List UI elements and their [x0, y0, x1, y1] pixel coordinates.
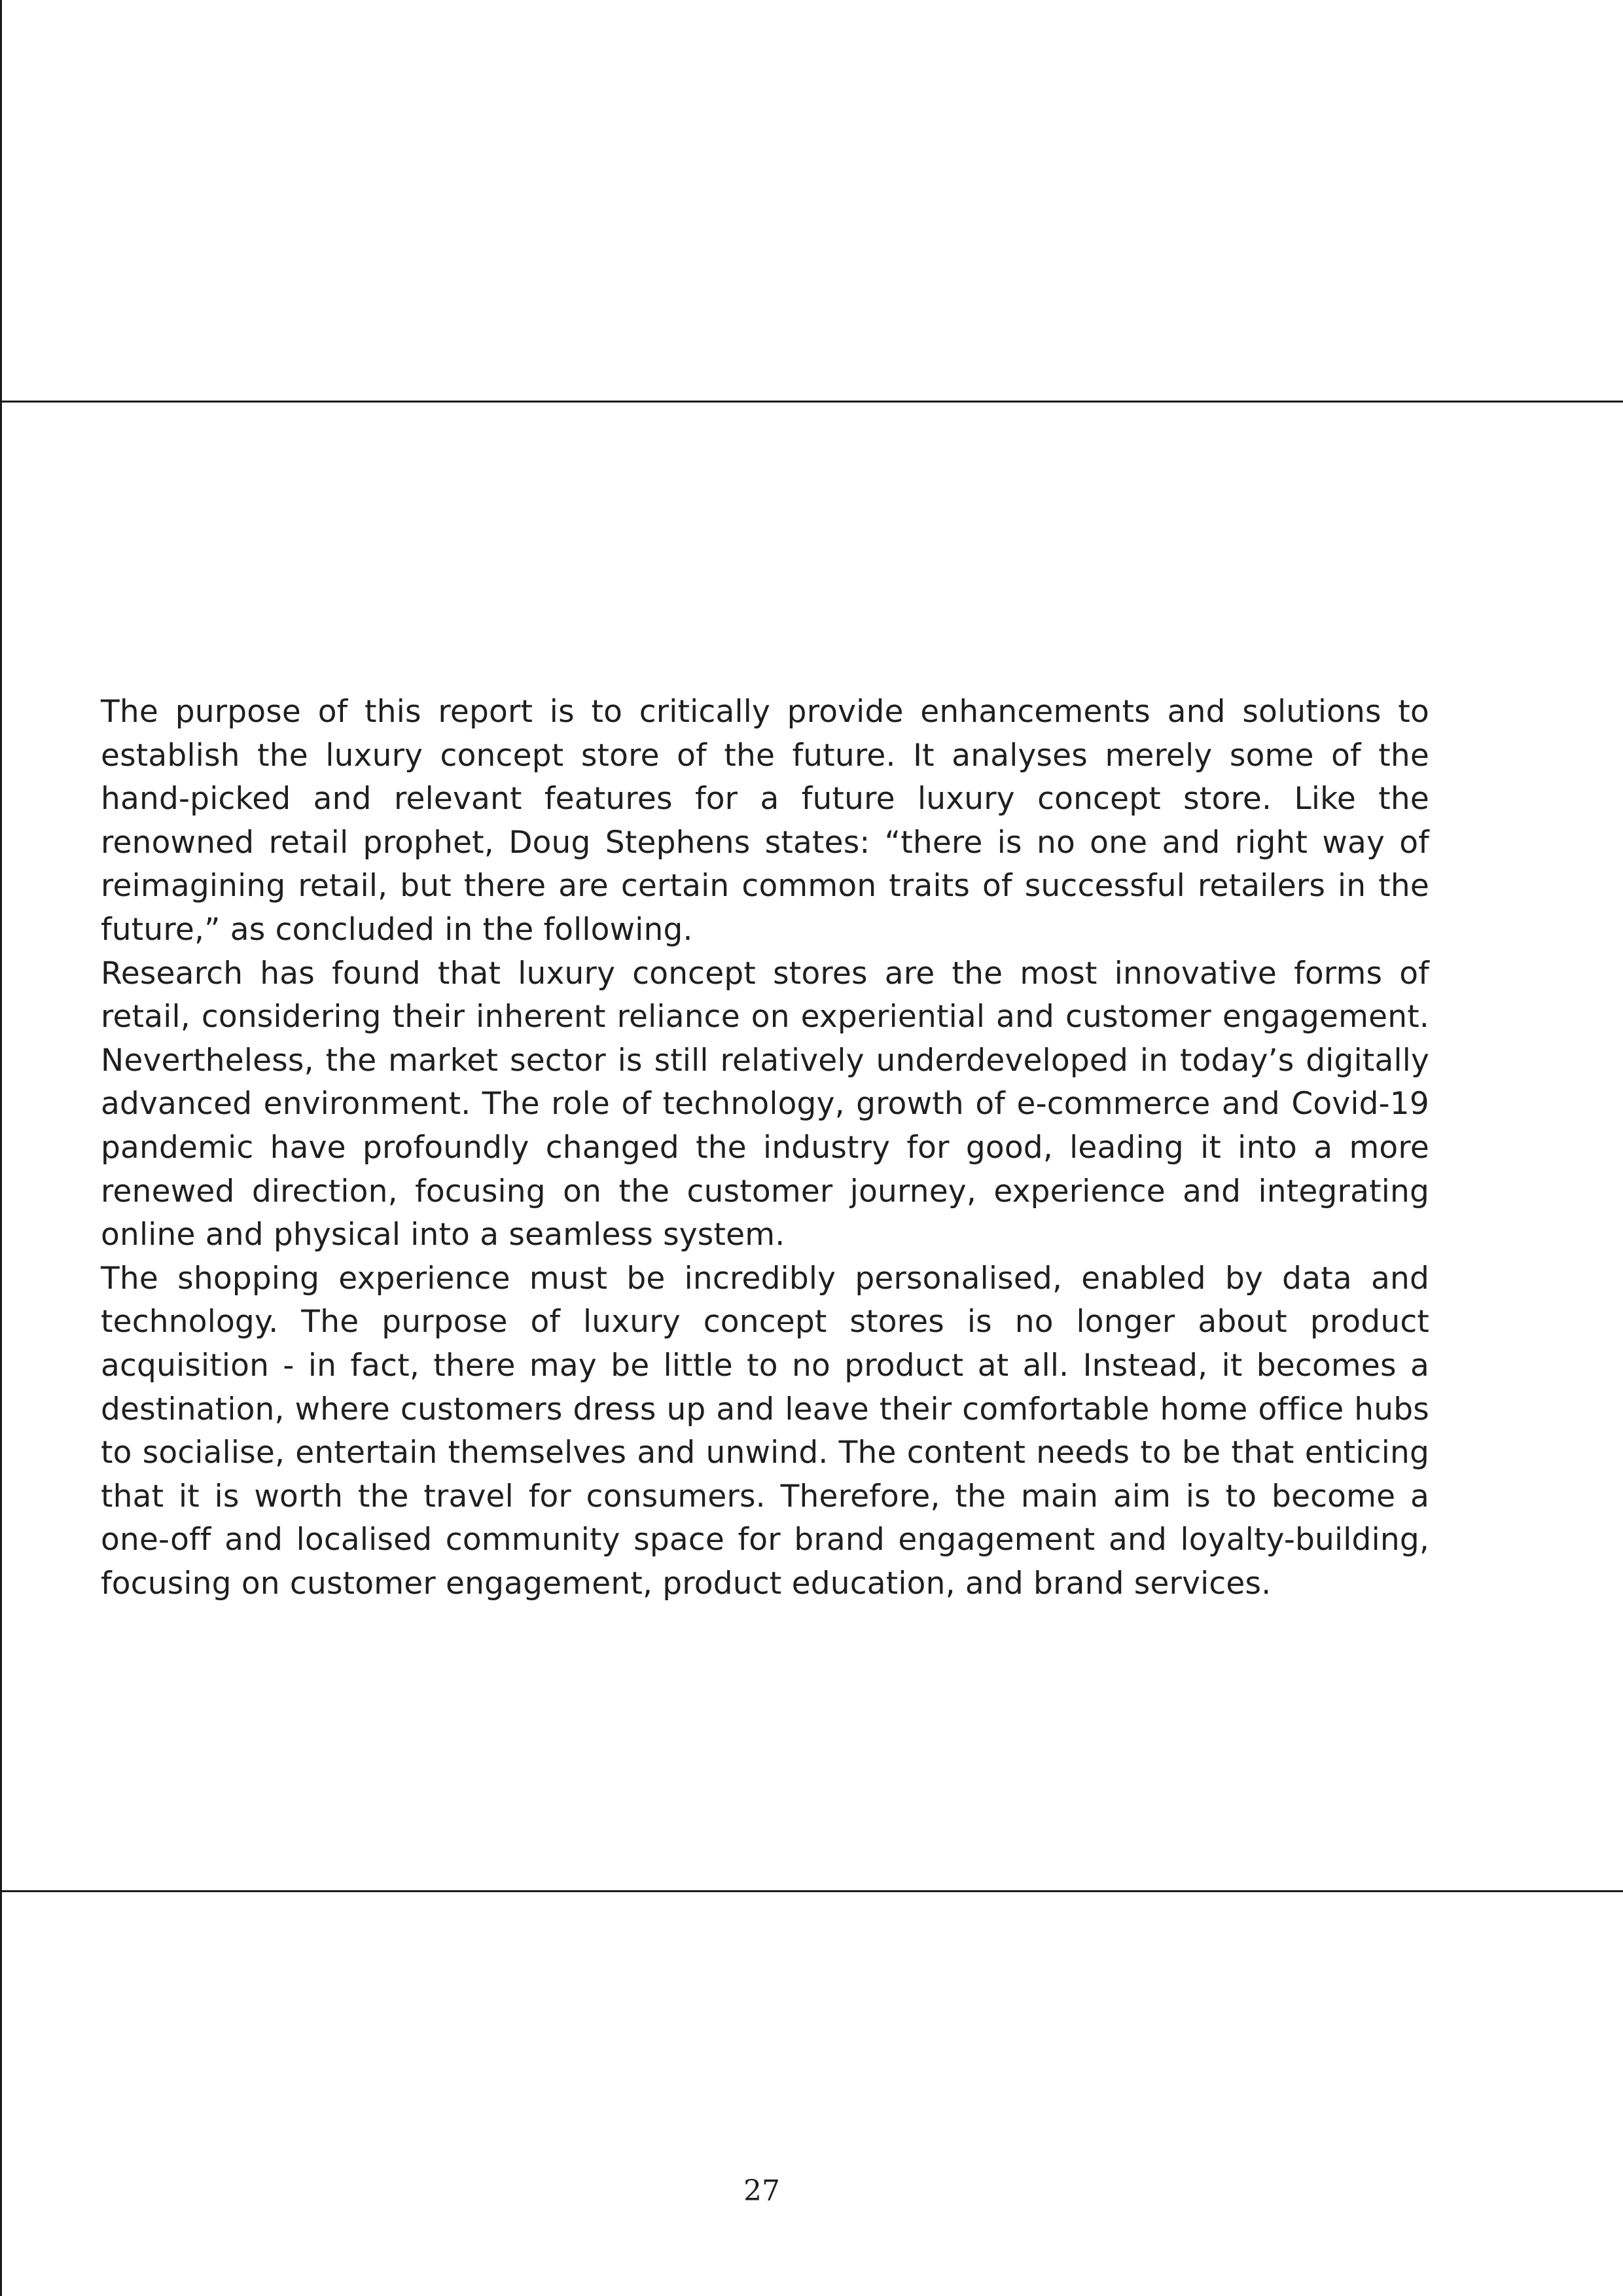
- page-number: 27: [743, 2174, 780, 2208]
- paragraph-research: Research has found that luxury concept stores are the most innovative forms of retail, considering their inherent reliance on experiential and customer engagement. Nevertheless, the market sector is still relatively underdeveloped in today’s digitally advanced environment. The role of technology, growth of e-commerce and Covid-19 pandemic have profoundly changed the industry for good, leading it into a more renewed direction, focusing on the customer journey, experience and integrating online and physical into a seamless system.: [101, 955, 1429, 1253]
- bottom-divider-rule: [0, 1890, 1623, 1892]
- left-margin-rule: [0, 0, 2, 2296]
- paragraph-purpose: The purpose of this report is to critically provide enhancements and solutions to establish the luxury concept store of the future. It analyses merely some of the hand-picked and relevant features for a future luxury concept store. Like the renowned retail prophet, Doug Stephens states: “there is no one and right way of reimagining retail, but there are certain common traits of successful retailers in the future,” as concluded in the following.: [101, 694, 1429, 948]
- body-text: [101, 691, 1429, 1605]
- top-divider-rule: [0, 401, 1623, 403]
- paragraph-shopping-experience: The shopping experience must be incredibly personalised, enabled by data and technology. The purpose of luxury concept stores is no longer about product acquisition - in fact, there may be little to no product at all. Instead, it becomes a destination, where customers dress up and leave their comfortable home office hubs to socialise, entertain themselves and unwind. The content needs to be that enticing that it is worth the travel for consumers. Therefore, the main aim is to become a one-off and localised community space for brand engagement and loyalty-building, focusing on customer engagement, product education, and brand services.: [101, 1260, 1429, 1602]
